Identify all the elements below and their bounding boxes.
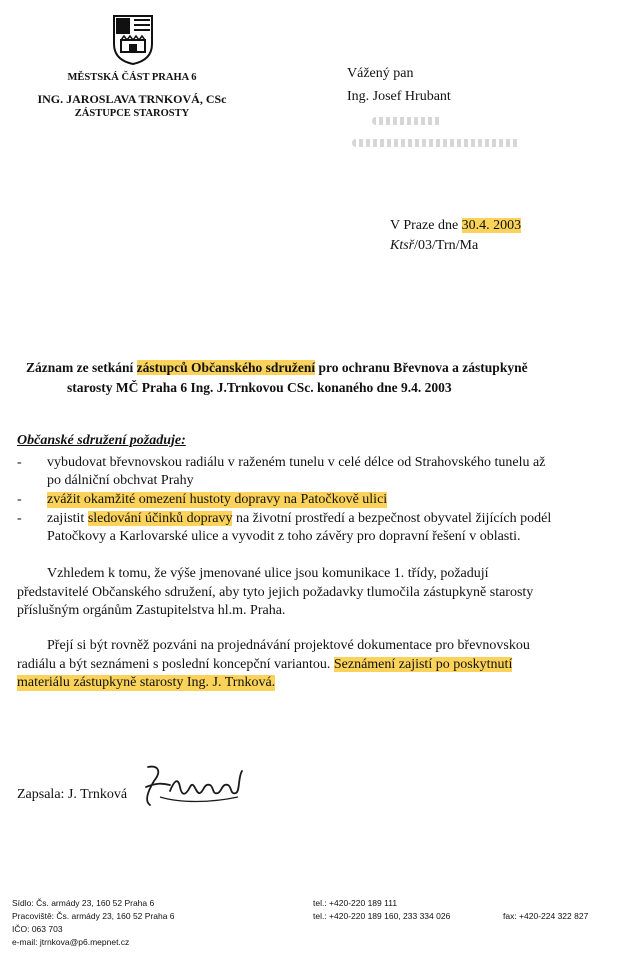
redacted-address-line — [372, 117, 442, 125]
reference-number: Ktsř/03/Trn/Ma — [390, 238, 479, 253]
recipient-salutation: Vážený pan — [347, 66, 414, 81]
paragraph-1-line3: příslušným orgánům Zastupitelstva hl.m. Praha. — [17, 603, 286, 618]
footer-seat: Sídlo: Čs. armády 23, 160 52 Praha 6 — [12, 898, 155, 908]
demand-item-3-line2: Patočkovy a Karlovarské ulice a vyvodit z toho závěry pro dopravní řešení v oblasti. — [47, 529, 521, 544]
demand-item-1-line2: po dálniční obchvat Prahy — [47, 473, 194, 488]
footer-fax: fax: +420-224 322 827 — [503, 911, 589, 921]
record-title-line2: starosty MČ Praha 6 Ing. J.Trnkovou CSc. konaného dne 9.4. 2003 — [67, 380, 452, 395]
dateline — [390, 218, 521, 234]
paragraph-1-line2: představitelé Občanského sdružení, aby tyto jejich požadavky tlumočila zástupkyně starosty — [17, 585, 534, 600]
dateline-place: V Praze dne — [390, 218, 459, 233]
signature-label: Zapsala: J. Trnková — [17, 787, 128, 802]
prague-6-coat-of-arms-icon — [112, 14, 154, 66]
demand-item-3-line1: zajistit sledování účinků dopravy na životní prostředí a bezpečnost obyvatel žijících podél — [47, 511, 552, 526]
footer-tel-1: tel.: +420-220 189 111 — [313, 898, 398, 908]
paragraph-2-line2: radiálu a být seznámeni s poslední koncepční variantou. Seznámení zajistí po poskytnutí — [17, 657, 513, 672]
paragraph-2-line3: materiálu zástupkyně starosty Ing. J. Trnková. — [17, 675, 276, 690]
demand-item-2: zvážit okamžité omezení hustoty dopravy na Patočkově ulici — [47, 492, 388, 507]
demands-heading: Občanské sdružení požaduje: — [17, 433, 186, 448]
list-dash: - — [17, 511, 22, 526]
sender-name: ING. JAROSLAVA TRNKOVÁ, CSc — [37, 92, 227, 106]
sender-role: ZÁSTUPCE STAROSTY — [74, 108, 190, 119]
redacted-address-line — [352, 139, 520, 147]
paragraph-2-line1: Přejí si být rovněž pozváni na projednávání projektové dokumentace pro břevnovskou — [47, 638, 530, 653]
recipient-name: Ing. Josef Hrubant — [347, 89, 451, 104]
footer-email[interactable]: e-mail: jtrnkova@p6.mepnet.cz — [12, 937, 130, 947]
footer-office: Pracoviště: Čs. armády 23, 160 52 Praha 6 — [12, 911, 175, 921]
office-name: MĚSTSKÁ ČÁST PRAHA 6 — [67, 72, 197, 83]
footer-ico: IČO: 063 703 — [12, 924, 63, 934]
demand-item-1-line1: vybudovat břevnovskou radiálu v raženém tunelu v celé délce od Strahovského tunelu až — [47, 455, 546, 470]
handwritten-signature — [140, 757, 245, 812]
record-title-line1: Záznam ze setkání zástupců Občanského sdružení pro ochranu Břevnova a zástupkyně — [26, 360, 528, 375]
list-dash: - — [17, 455, 22, 470]
paragraph-1-line1: Vzhledem k tomu, že výše jmenované ulice jsou komunikace 1. třídy, požadují — [47, 566, 489, 581]
letter-date: 30.4. 2003 — [461, 218, 522, 233]
footer-tel-2: tel.: +420-220 189 160, 233 334 026 — [313, 911, 451, 921]
list-dash: - — [17, 492, 22, 507]
